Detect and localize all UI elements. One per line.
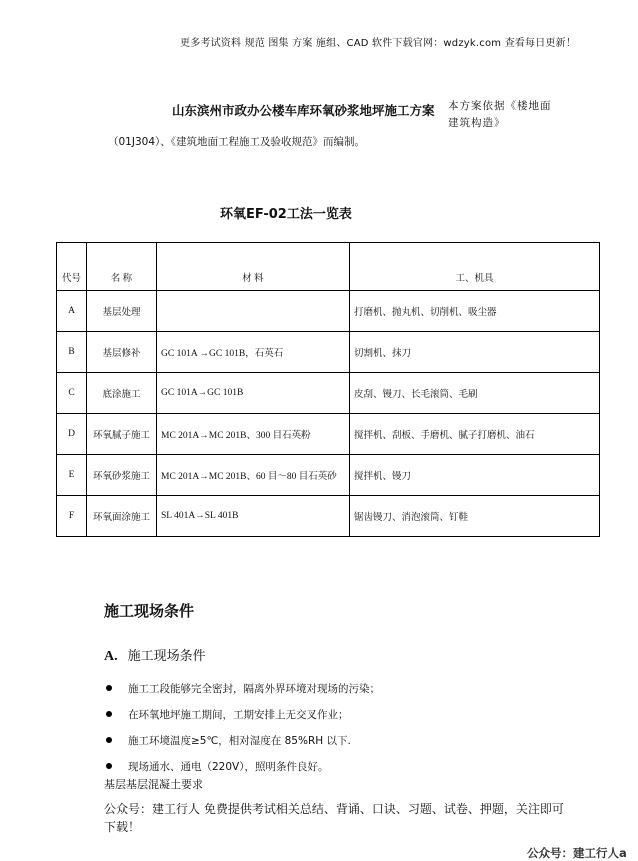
header-code: 代号: [57, 243, 87, 291]
table-row: [57, 496, 600, 537]
list-item-text: 施工环境温度≥5℃，相对湿度在 85%RH 以下.: [128, 734, 351, 747]
row-material: GC 101A →GC 101B，石英石: [157, 332, 350, 373]
list-item: [104, 675, 380, 701]
list-item: [104, 701, 380, 727]
row-name: 环氧砂浆施工: [87, 455, 157, 496]
watermark: 公众号：建工行人a: [527, 846, 627, 860]
row-name: 基层处理: [87, 291, 157, 332]
header-tools: 工、机具: [350, 243, 600, 291]
row-name: 环氧面涂施工: [87, 496, 157, 537]
table-header-row: [57, 243, 600, 291]
public-notice: 公众号：建工行人 免费提供考试相关总结、背诵、口诀、习题、试卷、押题，关注即可下载！: [104, 802, 564, 834]
list-item: [104, 727, 380, 753]
table-title: 环氧EF-02工法一览表: [220, 207, 352, 222]
bullet-icon: [106, 711, 112, 717]
list-item-text: 施工工段能够完全密封，隔离外界环境对现场的污染；: [128, 682, 380, 695]
table-row: [57, 373, 600, 414]
subsection-title: 施工现场条件: [127, 649, 206, 664]
bullet-icon: [106, 763, 112, 769]
row-material: [157, 291, 350, 332]
row-tools: 皮刮、镘刀、长毛滚筒、毛刷: [350, 373, 600, 414]
header-material: 材 料: [157, 243, 350, 291]
basis-continuation: （01J304）、《建筑地面工程施工及验收规范》而编制。: [108, 136, 365, 148]
row-code: D: [57, 414, 87, 455]
row-code: E: [57, 455, 87, 496]
table-row: [57, 291, 600, 332]
list-item-text: 在环氧地坪施工期间，工期安排上无交叉作业；: [128, 708, 349, 721]
row-material: MC 201A→MC 201B、300 目石英粉: [157, 414, 350, 455]
table-row: [57, 414, 600, 455]
header-note: 更多考试资料 规范 图集 方案 施组、CAD 软件下载官网：wdzyk.com 查看每日更新！: [180, 38, 577, 49]
table-row: [57, 455, 600, 496]
row-code: A: [57, 291, 87, 332]
table-row: [57, 332, 600, 373]
row-code: B: [57, 332, 87, 373]
section-heading: 施工现场条件: [104, 602, 195, 620]
basis-lead: 本方案依据《楼地面建筑构造》: [448, 100, 552, 129]
header-name: 名 称: [87, 243, 157, 291]
row-code: F: [57, 496, 87, 537]
row-tools: 搅拌机、镘刀: [350, 455, 600, 496]
conditions-list: [104, 675, 380, 779]
row-tools: 锯齿镘刀、消泡滚筒、钉鞋: [350, 496, 600, 537]
row-name: 环氧腻子施工: [87, 414, 157, 455]
row-material: SL 401A→SL 401B: [157, 496, 350, 537]
method-table: [56, 242, 600, 537]
row-material: GC 101A→GC 101B: [157, 373, 350, 414]
row-name: 基层修补: [87, 332, 157, 373]
row-name: 底涂施工: [87, 373, 157, 414]
subsection-a: [104, 645, 206, 665]
row-material: MC 201A→MC 201B、60 目～80 目石英砂: [157, 455, 350, 496]
bullet-icon: [106, 685, 112, 691]
row-code: C: [57, 373, 87, 414]
row-tools: 搅拌机、刮板、手磨机、腻子打磨机、油石: [350, 414, 600, 455]
bullet-icon: [106, 737, 112, 743]
document-title: 山东滨州市政办公楼车库环氧砂浆地坪施工方案: [172, 103, 435, 118]
subsection-letter: A.: [104, 649, 118, 664]
row-tools: 切割机、抹刀: [350, 332, 600, 373]
next-subsection: 基层基层混凝土要求: [104, 778, 203, 791]
row-tools: 打磨机、抛丸机、切削机、吸尘器: [350, 291, 600, 332]
list-item-text: 现场通水、通电（220V），照明条件良好。: [128, 760, 329, 773]
